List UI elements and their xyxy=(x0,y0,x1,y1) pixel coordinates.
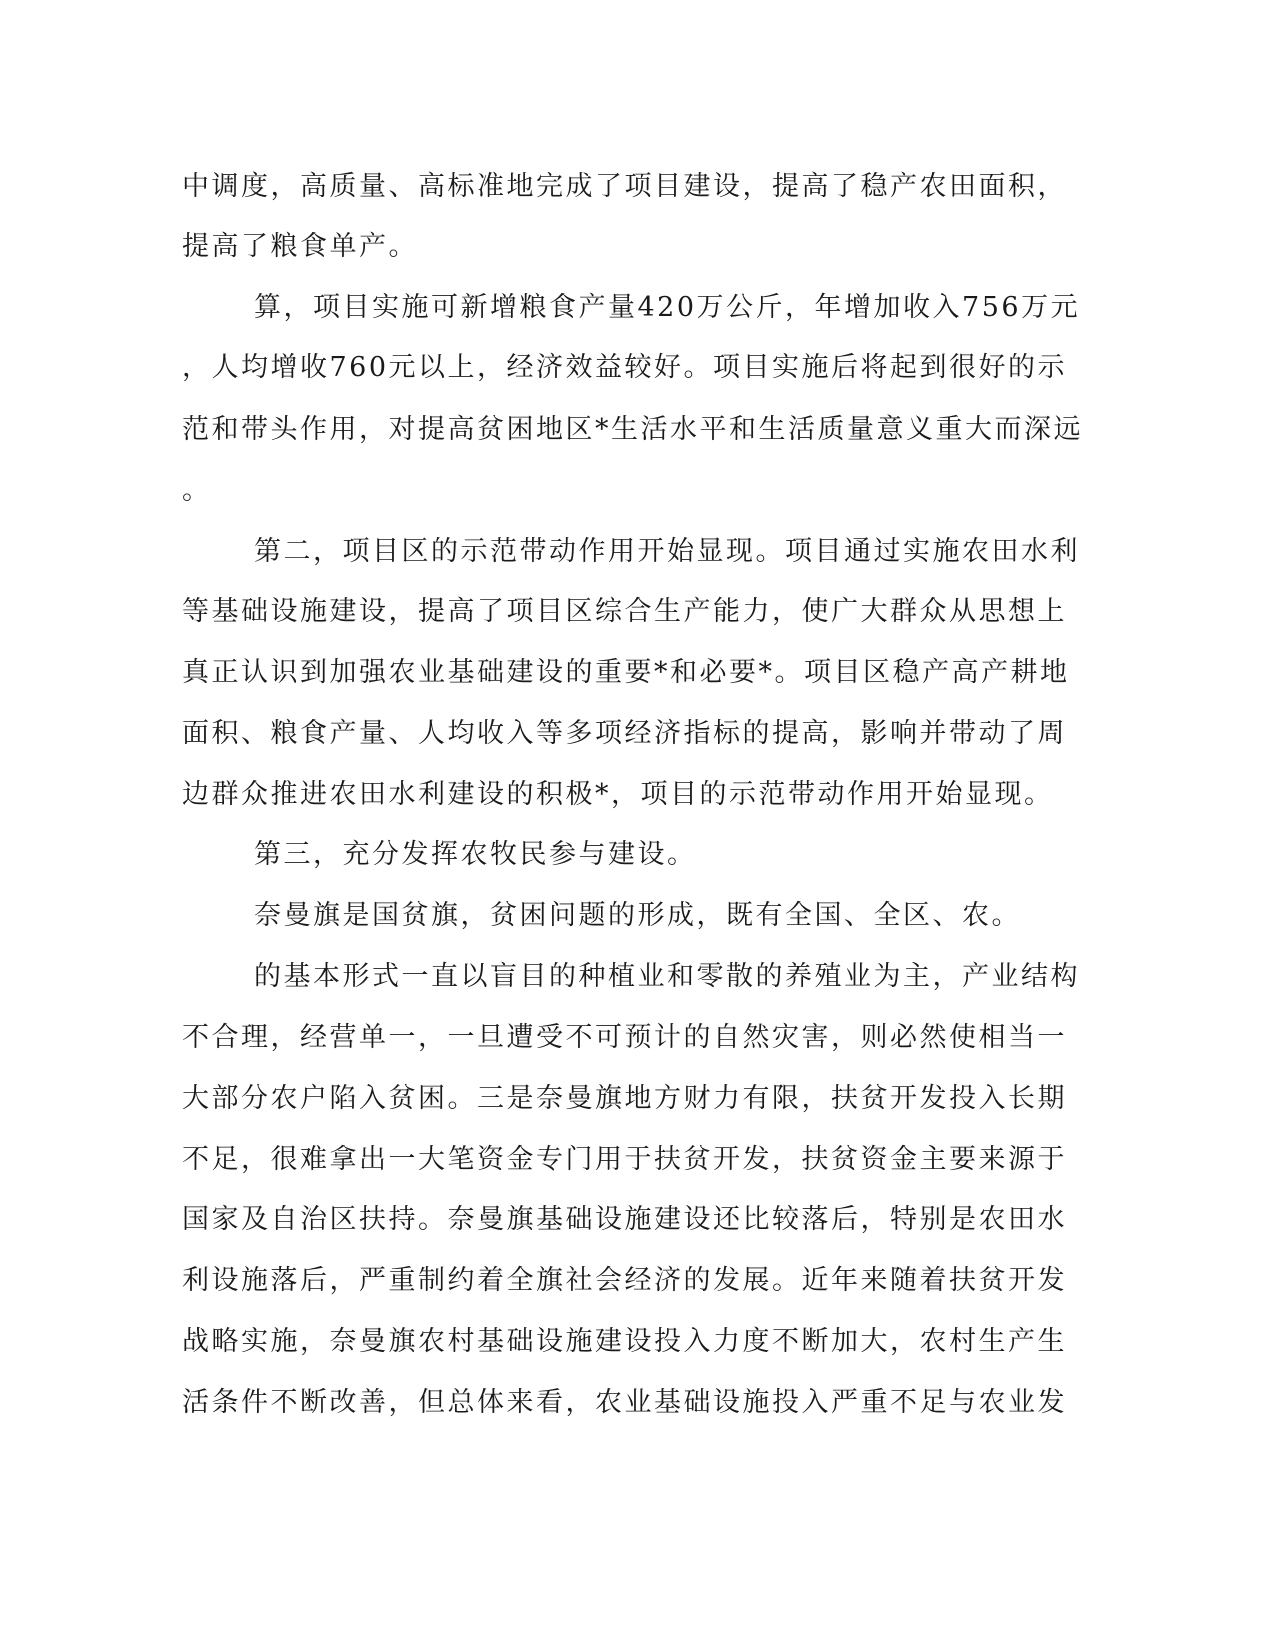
text-line: 国家及自治区扶持。奈曼旗基础设施建设还比较落后，特别是农田水 xyxy=(182,1204,1067,1235)
text-line: 等基础设施建设，提高了项目区综合生产能力，使广大群众从思想上 xyxy=(182,596,1067,627)
text-line: 不合理，经营单一，一旦遭受不可预计的自然灾害，则必然使相当一 xyxy=(182,1022,1067,1053)
text-line: 中调度，高质量、高标准地完成了项目建设，提高了稳产农田面积， xyxy=(182,171,1067,202)
text-line: 面积、粮食产量、人均收入等多项经济指标的提高，影响并带动了周 xyxy=(182,718,1067,749)
text-line: 战略实施，奈曼旗农村基础设施建设投入力度不断加大，农村生产生 xyxy=(182,1326,1067,1357)
text-line: 活条件不断改善，但总体来看，农业基础设施投入严重不足与农业发 xyxy=(182,1387,1067,1418)
paragraph-start-line: 的基本形式一直以盲目的种植业和零散的养殖业为主，产业结构 xyxy=(254,961,1080,992)
paragraph-start-line: 第二，项目区的示范带动作用开始显现。项目通过实施农田水利 xyxy=(254,536,1080,567)
paragraph-start-line: 奈曼旗是国贫旗，贫困问题的形成，既有全国、全区、农。 xyxy=(254,900,1021,931)
text-line: 真正认识到加强农业基础建设的重要*和必要*。项目区稳产高产耕地 xyxy=(182,657,1070,688)
text-line: ，人均增收760元以上，经济效益较好。项目实施后将起到很好的示 xyxy=(182,352,1068,383)
text-line: 利设施落后，严重制约着全旗社会经济的发展。近年来随着扶贫开发 xyxy=(182,1265,1067,1296)
text-line: 不足，很难拿出一大笔资金专门用于扶贫开发，扶贫资金主要来源于 xyxy=(182,1144,1067,1175)
text-line: 范和带头作用，对提高贫困地区*生活水平和生活质量意义重大而深远 xyxy=(182,414,1083,445)
text-line: 大部分农户陷入贫困。三是奈曼旗地方财力有限，扶贫开发投入长期 xyxy=(182,1083,1067,1114)
text-line: 边群众推进农田水利建设的积极*，项目的示范带动作用开始显现。 xyxy=(182,779,1054,810)
text-line: 提高了粮食单产。 xyxy=(182,231,418,262)
paragraph-start-line: 第三，充分发挥农牧民参与建设。 xyxy=(254,839,697,870)
text-line: 。 xyxy=(182,475,209,506)
paragraph-start-line: 算，项目实施可新增粮食产量420万公斤，年增加收入756万元 xyxy=(254,292,1081,323)
